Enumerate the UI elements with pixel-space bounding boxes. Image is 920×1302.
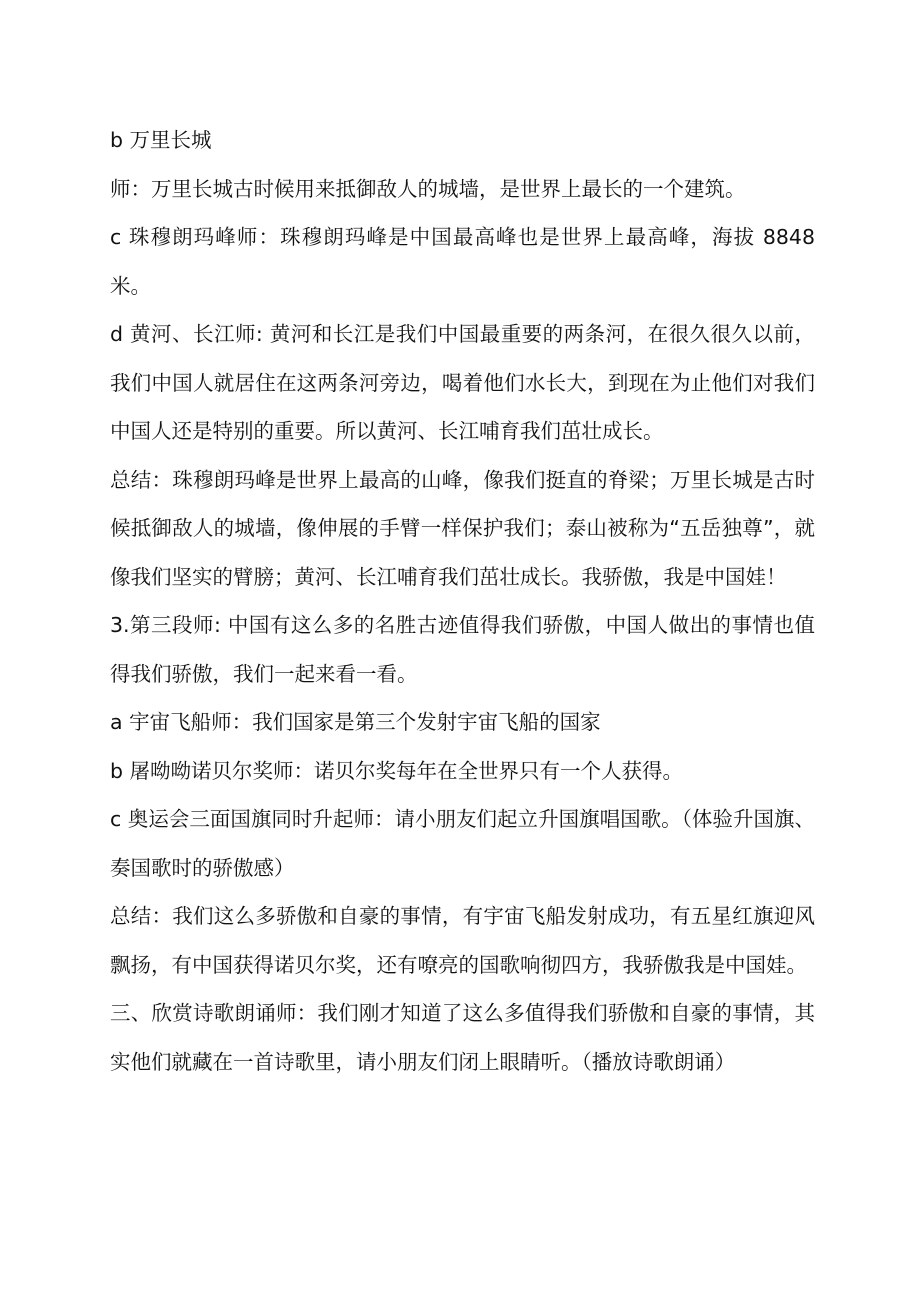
paragraph-summary-achievements: 总结：我们这么多骄傲和自豪的事情，有宇宙飞船发射成功，有五星红旗迎风飘扬，有中国获得诺贝尔奖，还有嘹亮的国歌响彻四方，我骄傲我是中国娃。 bbox=[110, 904, 815, 977]
paragraph-nobel: b 屠呦呦诺贝尔奖师：诺贝尔奖每年在全世界只有一个人获得。 bbox=[110, 758, 684, 783]
paragraph-spaceship: a 宇宙飞船师：我们国家是第三个发射宇宙飞船的国家 bbox=[110, 710, 601, 734]
paragraph-olympics: c 奥运会三面国旗同时升起师：请小朋友们起立升国旗唱国歌。（体验升国旗、奏国歌时的骄傲感） bbox=[110, 807, 815, 880]
paragraph-everest: c 珠穆朗玛峰师：珠穆朗玛峰是中国最高峰也是世界上最高峰，海拔 8848 米。 bbox=[110, 225, 815, 298]
paragraph-great-wall-teacher: 师：万里长城古时候用来抵御敌人的城墙，是世界上最长的一个建筑。 bbox=[110, 176, 746, 201]
paragraph-summary-landmarks: 总结：珠穆朗玛峰是世界上最高的山峰，像我们挺直的脊梁；万里长城是古时候抵御敌人的城墙，像伸展的手臂一样保护我们；泰山被称为“五岳独尊”，就像我们坚实的臂膀；黄河、长江哺育我们茁壮成长。我骄傲，我是中国娃！ bbox=[110, 467, 815, 589]
document-body bbox=[110, 116, 815, 1086]
paragraph-poetry: 三、欣赏诗歌朗诵师：我们刚才知道了这么多值得我们骄傲和自豪的事情，其实他们就藏在一首诗歌里，请小朋友们闭上眼睛听。（播放诗歌朗诵） bbox=[110, 1001, 815, 1074]
paragraph-section-three: 3.第三段师: 中国有这么多的名胜古迹值得我们骄傲，中国人做出的事情也值得我们骄傲，我们一起来看一看。 bbox=[110, 613, 815, 686]
paragraph-rivers: d 黄河、长江师: 黄河和长江是我们中国最重要的两条河，在很久很久以前，我们中国人就居住在这两条河旁边，喝着他们水长大，到现在为止他们对我们中国人还是特别的重要。所以黄河、长江哺育我们茁壮成长。 bbox=[110, 322, 815, 443]
paragraph-great-wall-heading: b 万里长城 bbox=[110, 128, 212, 152]
